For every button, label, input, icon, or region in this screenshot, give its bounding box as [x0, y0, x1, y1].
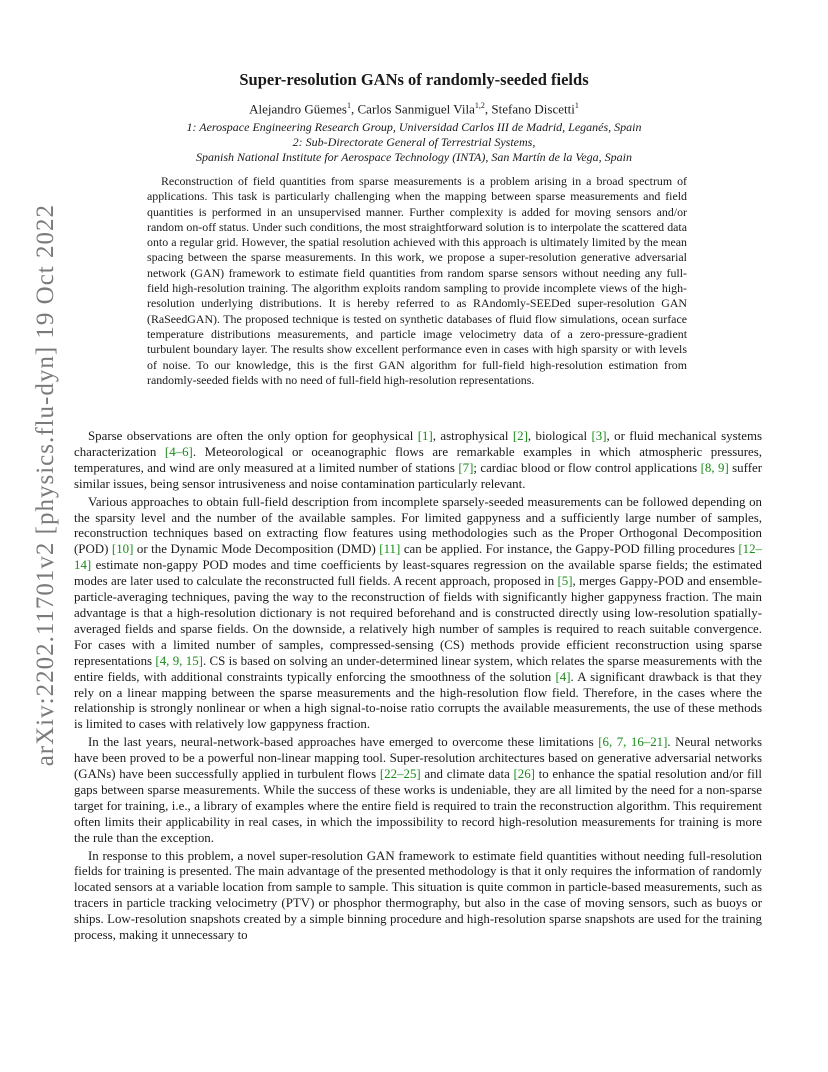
paragraph — [74, 735, 762, 846]
citation-link[interactable]: [4, 9, 15] — [155, 653, 203, 668]
citation-link[interactable]: [5] — [557, 574, 573, 589]
arxiv-identifier-text: arXiv:2202.11701v2 [physics.flu-dyn] 19 Oct 2022 — [32, 203, 59, 767]
paragraph: In response to this problem, a novel super-resolution GAN framework to estimate field quantities without needing full-resolution fields for training is presented. The main advantage of the presented methodology is that it only requires the information of randomly located sensors at a variable location from sample to sample. This situation is quite common in particle-based measurements, such as tracers in particle tracking velocimetry (PTV) or phosphor thermography, but also in the case of moving sensors, such as buoys or ships. Low-resolution snapshots created by a simple binning procedure and high-resolution sparse snapshots are used for the training process, making it unnecessary to — [74, 848, 762, 943]
citation-link[interactable]: [4] — [555, 669, 571, 684]
abstract: Reconstruction of field quantities from sparse measurements is a problem arising in a broad spectrum of applications. This task is particularly challenging when the mapping between sparse measurements and field quantities is performed in an unsupervised manner. Further complexity is added for moving sensors and/or random on-off status. Under such conditions, the most straightforward solution is to interpolate the scattered data onto a regular grid. However, the spatial resolution achieved with this approach is ultimately limited by the mean spacing between the sparse measurements. In this work, we propose a super-resolution generative adversarial network (GAN) framework to estimate field quantities from random sparse sensors without needing any full-field high-resolution training. The algorithm exploits random sampling to provide incomplete views of the high-resolution underlying distributions. It is hereby referred to as RAndomly-SEEDed super-resolution GAN (RaSeedGAN). The proposed technique is tested on synthetic databases of fluid flow simulations, ocean surface temperature distributions measurements, and particle image velocimetry data of a zero-pressure-gradient turbulent boundary layer. The results show excellent performance even in cases with high sparsity or with levels of noise. To our knowledge, this is the first GAN algorithm for full-field high-resolution estimation from randomly-seeded fields with no need of full-field high-resolution representations. — [147, 174, 687, 387]
body-text — [74, 429, 762, 946]
author-affiliation-mark: 1 — [347, 101, 351, 110]
text-run: Sparse observations are often the only option for geophysical — [88, 429, 418, 443]
author-name: Stefano Discetti — [491, 101, 575, 117]
text-run: estimate non-gappy POD modes and time coefficients by least-squares regression on the available sparse fields; the estimated modes are later used to calculate the reconstructed full fields. A recent approach, proposed in — [74, 558, 762, 589]
affiliation-line: Spanish National Institute for Aerospace Technology (INTA), San Martín de la Vega, Spain — [196, 150, 632, 164]
affiliation-line: 2: Sub-Directorate General of Terrestrial Systems, — [292, 135, 536, 149]
citation-link[interactable]: [3] — [591, 429, 607, 443]
citation-link[interactable]: [6, 7, 16–21] — [598, 735, 668, 750]
citation-link[interactable]: [7] — [458, 460, 474, 475]
text-run: or the Dynamic Mode Decomposition (DMD) — [133, 542, 380, 557]
citation-link[interactable]: [12–14] — [74, 542, 762, 573]
text-run: , merges Gappy-POD and ensemble-particle-averaging techniques, paving the way to the reconstruction of fields with significantly higher gappyness fraction. The main advantage is that a high-resolution dictionary is not required beforehand and is constructed directly using low-resolution spatially-averaged fields and sparse fields. On the downside, a relatively high number of samples is required to reach suitable convergence. For cases with a limited number of samples, compressed-sensing (CS) methods provide efficient reconstruction using sparse representations — [74, 574, 763, 668]
citation-link[interactable]: [2] — [512, 429, 528, 443]
citation-link[interactable]: [1] — [417, 429, 433, 443]
text-run: to enhance the spatial resolution and/or fill gaps between sparse measurements. While the success of these works is undeniable, they are all limited by the need for a non-sparse target for training, i.e., a library of examples where the entire field is required to train the reconstruction algorithm. This requirement often limits their applicability in real cases, in which the impossibility to record high-resolution measurements for training is more the rule than the exception. — [74, 767, 762, 845]
text-run: , biological — [527, 429, 592, 443]
text-run: Various approaches to obtain full-field description from incomplete sparsely-seeded measurements can be followed depending on the sparsity level and the number of the available samples. For limited gappyness and a sufficiently large number of samples, reconstruction techniques based on extracting flow features using methodologies such as the Proper Orthogonal Decomposition (POD) — [74, 494, 762, 557]
citation-link[interactable]: [4–6] — [164, 444, 193, 459]
text-run: . A significant drawback is that they rely on a linear mapping between the sparse measurements and the high-resolution flow field. Therefore, in the cases where the relationship is strongly nonlinear or when a high signal-to-noise ratio corrupts the available measurements, the use of these methods is limited to cases with relatively low gappyness fraction. — [74, 669, 762, 732]
paragraph — [74, 495, 762, 734]
citation-link[interactable]: [10] — [111, 542, 134, 557]
citation-link[interactable]: [22–25] — [379, 767, 421, 782]
arxiv-identifier — [22, 203, 70, 767]
text-run: suffer similar issues, being sensor intrusiveness and noise contamination particularly relevant. — [74, 460, 762, 491]
author-affiliation-mark: 1 — [574, 101, 579, 110]
text-run: ; cardiac blood or flow control applications — [473, 460, 701, 475]
text-run: can be applied. For instance, the Gappy-POD filling procedures — [400, 542, 739, 557]
author-list: Alejandro Güemes$^1$, Carlos Sanmiguel Vila$^{1,2}$, Stefano Discetti$^1$ — [249, 101, 579, 117]
citation-link[interactable]: [11] — [379, 542, 401, 557]
paper-title: Super-resolution GANs of randomly-seeded fields — [239, 70, 589, 89]
citation-link[interactable]: [8, 9] — [700, 460, 729, 475]
affiliation-line: 1: Aerospace Engineering Research Group, Universidad Carlos III de Madrid, Leganés, Spain — [186, 120, 642, 134]
text-run: , astrophysical — [432, 429, 513, 443]
paragraph — [74, 429, 762, 493]
text-run: . CS is based on solving an under-determined linear system, which relates the sparse measurements with the entire fields, with additional constraints typically enforcing the smoothness of the solution — [74, 653, 762, 684]
author-affiliation-mark: 1,2 — [474, 101, 485, 110]
author-name: Alejandro Güemes — [249, 101, 347, 117]
text-run: . Neural networks have been proved to be a powerful non-linear mapping tool. Super-resolution architectures based on generative adversarial networks (GANs) have been successfully applied in turbulent flows — [74, 735, 762, 782]
text-run: In the last years, neural-network-based approaches have emerged to overcome these limitations — [88, 735, 599, 750]
text-run: , or fluid mechanical systems characterization — [74, 429, 762, 459]
text-run: and climate data — [420, 767, 514, 782]
author-name: Carlos Sanmiguel Vila — [357, 101, 475, 117]
text-run: . Meteorological or oceanographic flows are remarkable examples in which atmospheric pressures, temperatures, and wind are only measured at a limited number of stations — [74, 444, 763, 475]
citation-link[interactable]: [26] — [513, 767, 535, 782]
